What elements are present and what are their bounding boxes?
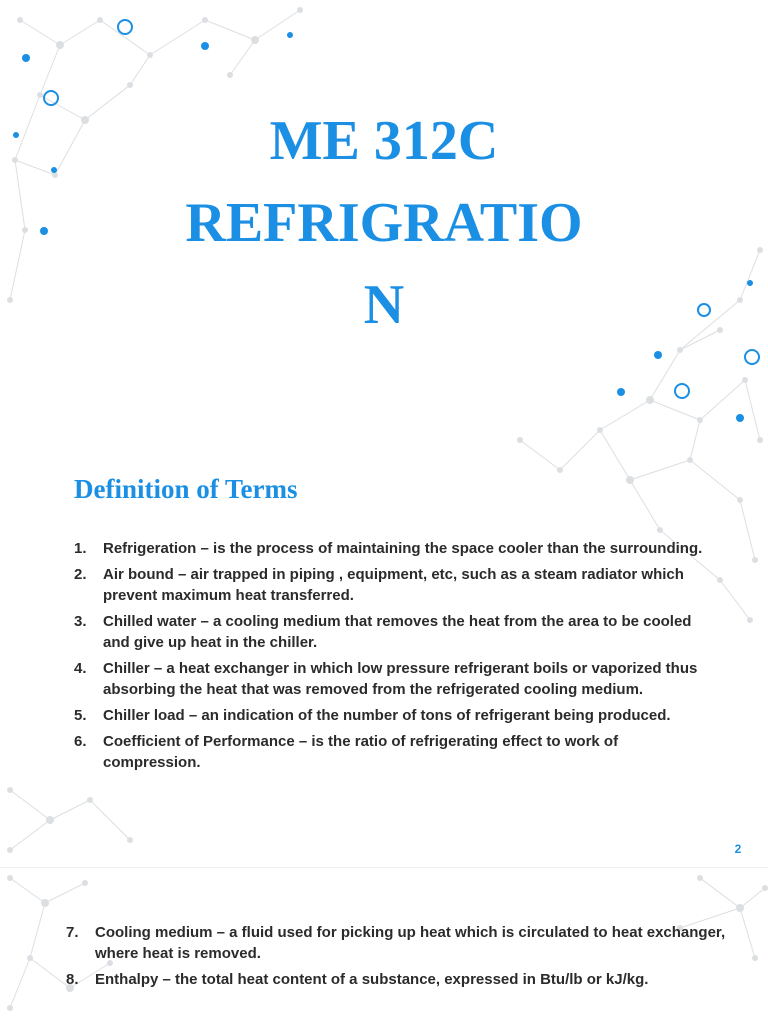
term-item [74, 611, 714, 653]
term-item [74, 564, 714, 606]
title-line-2: REFRIGRATIO [185, 192, 583, 254]
term-text: Cooling medium – a fluid used for picking up heat which is circulated to heat exchanger, where heat is removed. [95, 924, 726, 962]
term-text: Refrigeration – is the process of maintaining the space cooler than the surrounding. [103, 540, 703, 557]
term-number: 5. [74, 707, 87, 724]
term-number: 3. [74, 613, 87, 630]
terms-list-continued [66, 922, 726, 995]
section-heading: Definition of Terms [74, 474, 298, 504]
term-item [66, 969, 726, 990]
term-text: Chiller load – an indication of the number of tons of refrigerant being produced. [103, 707, 671, 724]
term-number: 2. [74, 566, 87, 583]
term-number: 8. [66, 971, 79, 988]
terms-list [74, 538, 714, 778]
term-item [66, 922, 726, 964]
term-number: 6. [74, 733, 87, 750]
term-item [74, 538, 714, 559]
term-item [74, 731, 714, 773]
term-text: Enthalpy – the total heat content of a substance, expressed in Btu/lb or kJ/kg. [95, 971, 649, 988]
term-text: Chilled water – a cooling medium that removes the heat from the area to be cooled and give up heat in the chiller. [103, 613, 692, 651]
page-number: 2 [734, 842, 742, 856]
slide-2 [0, 868, 768, 1024]
term-text: Coefficient of Performance – is the ratio of refrigerating effect to work of compression. [103, 733, 619, 771]
term-text: Chiller – a heat exchanger in which low pressure refrigerant boils or vaporized thus absorbing the heat that was removed from the refrigerated cooling medium. [103, 660, 698, 698]
term-item [74, 658, 714, 700]
term-number: 1. [74, 540, 87, 557]
slide-title [120, 100, 648, 346]
term-number: 7. [66, 924, 79, 941]
term-item [74, 705, 714, 726]
term-number: 4. [74, 660, 87, 677]
title-line-1: ME 312C [269, 110, 499, 172]
term-text: Air bound – air trapped in piping , equipment, etc, such as a steam radiator which prevent maximum heat transferred. [103, 566, 684, 604]
title-line-3: N [363, 274, 405, 336]
